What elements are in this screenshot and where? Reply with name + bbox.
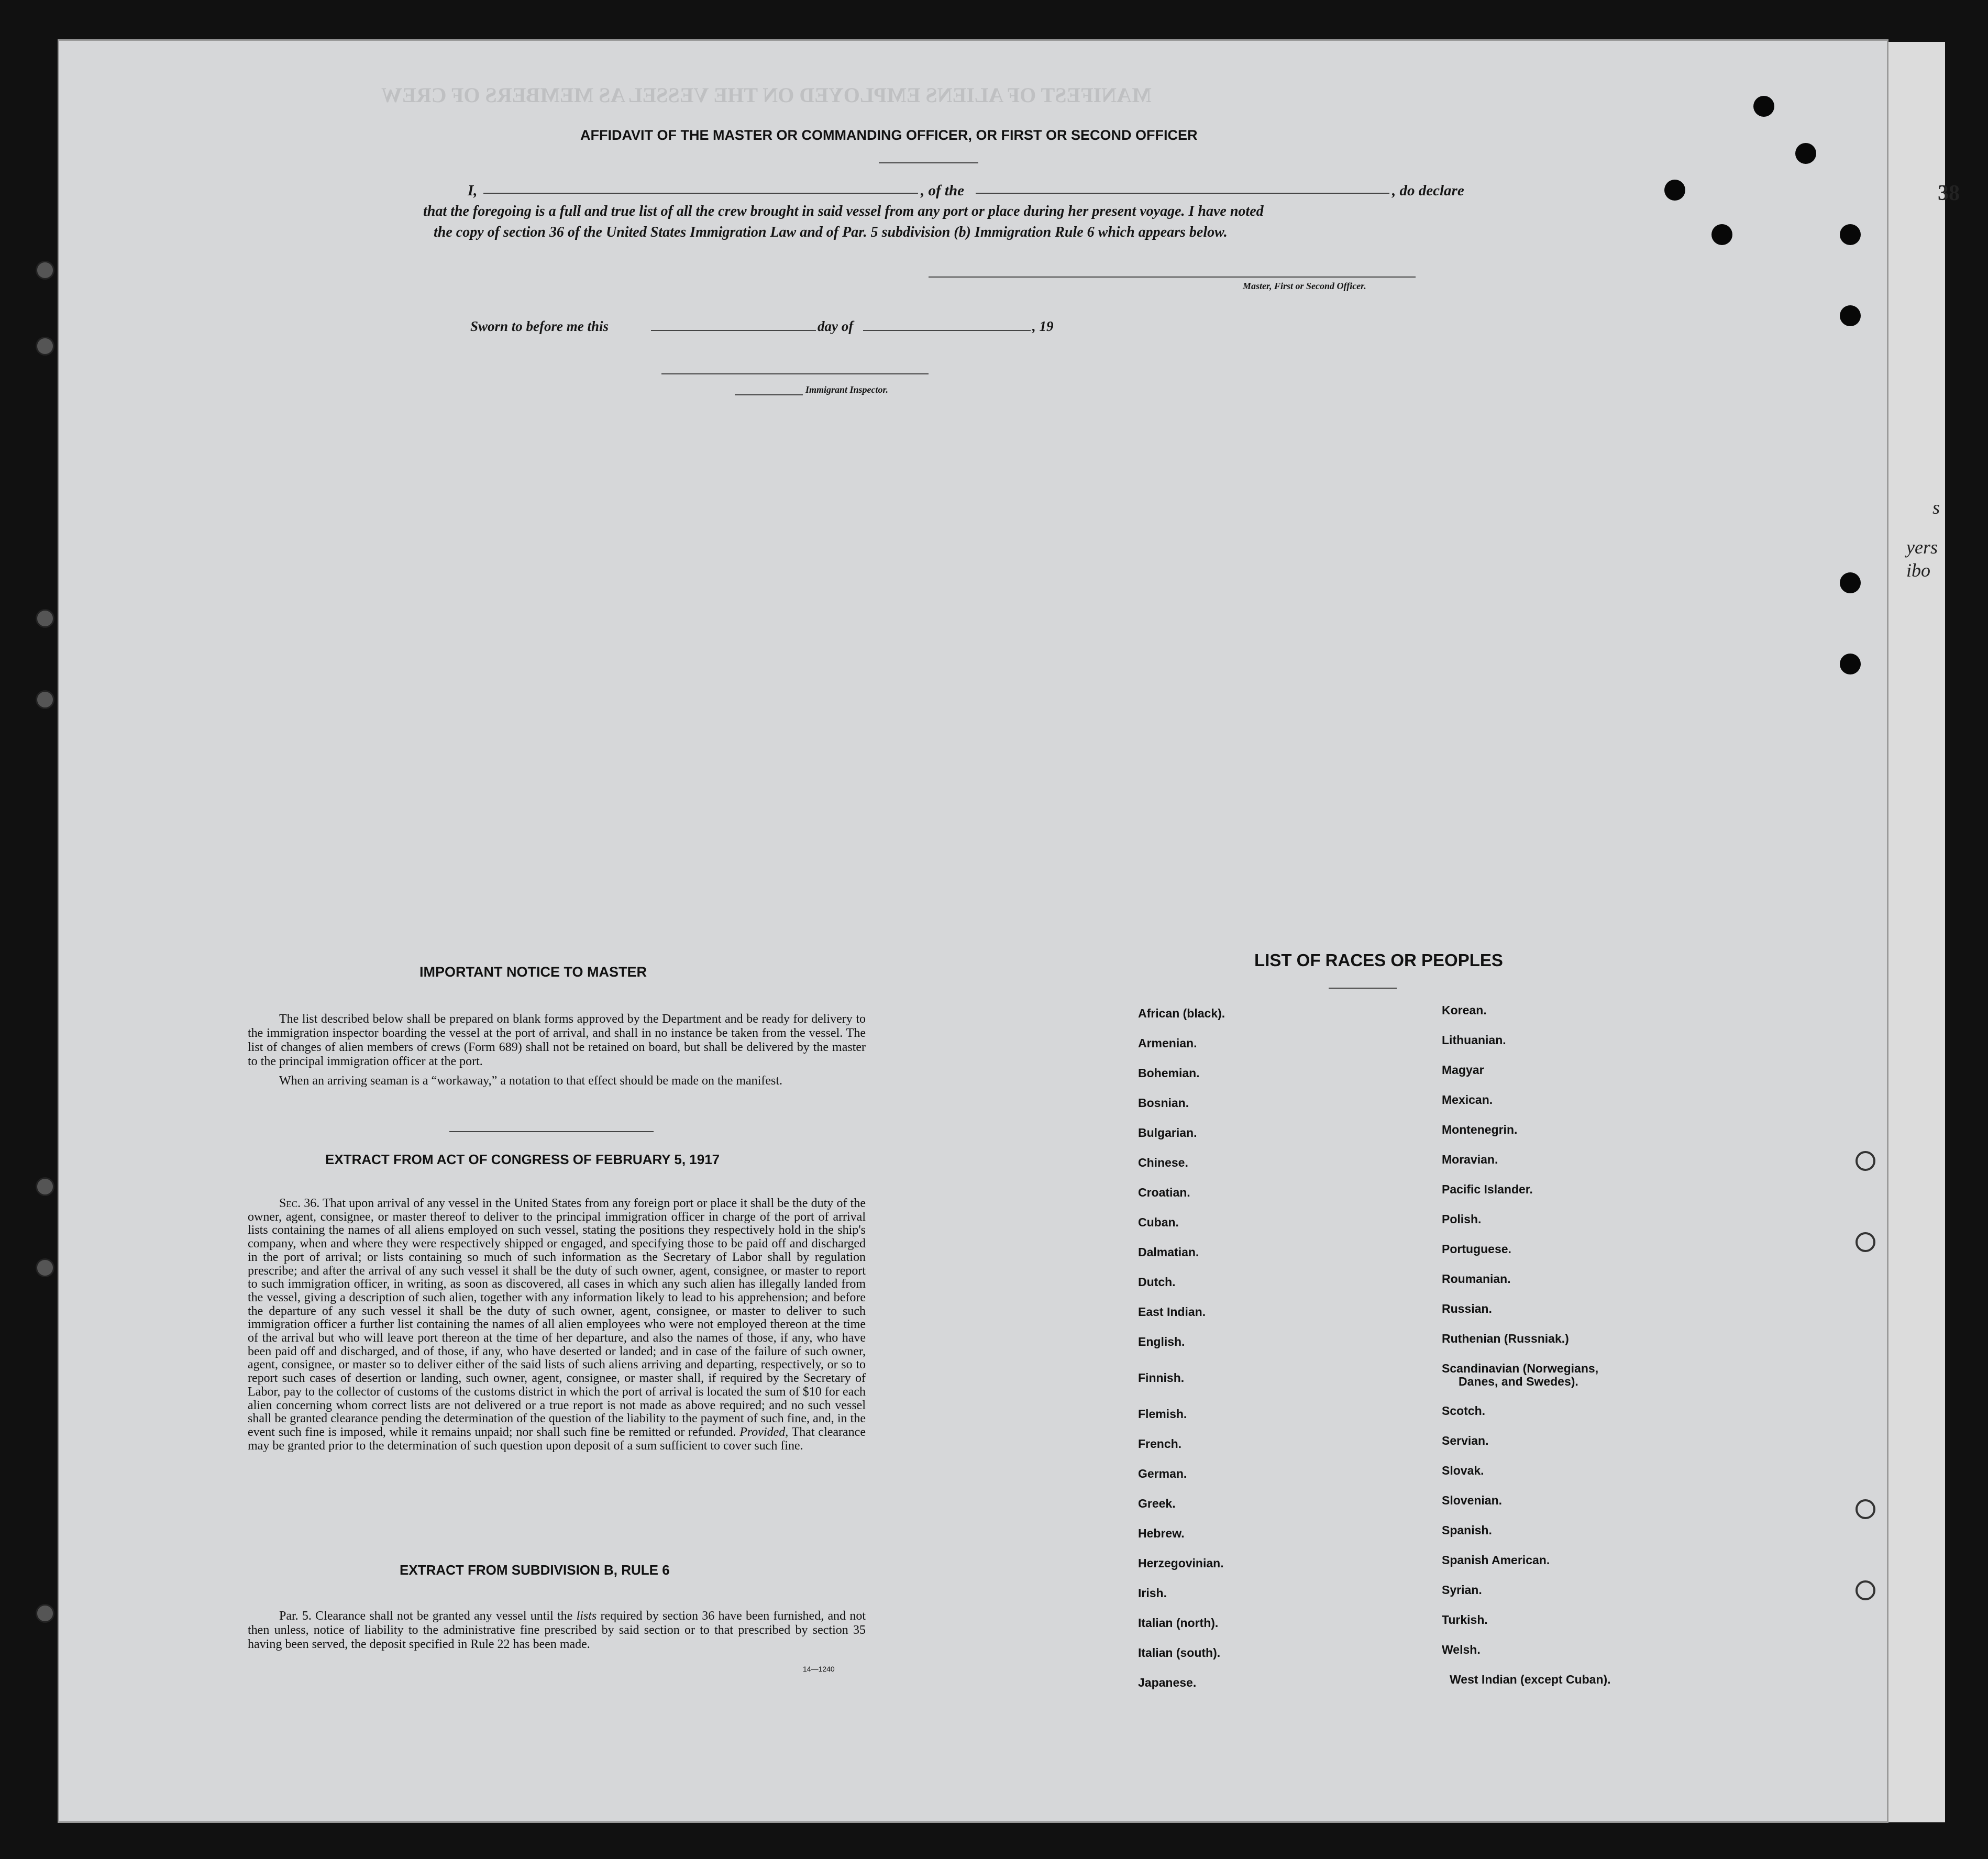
title-rule: [879, 162, 978, 163]
race-item: Chinese.: [1138, 1156, 1188, 1169]
race-item: Cuban.: [1138, 1215, 1179, 1229]
race-item: West Indian (except Cuban).: [1450, 1673, 1611, 1686]
punch-hole: [1840, 654, 1861, 674]
binding-hole: [36, 690, 54, 709]
affidavit-line-3: the copy of section 36 of the United States Immigration Law and of Par. 5 subdivision (b) Immigration Rule 6 which appears below.: [434, 224, 1228, 240]
race-item: Syrian.: [1442, 1583, 1482, 1597]
under-number-38: 38: [1938, 181, 1960, 205]
race-item: Bohemian.: [1138, 1066, 1200, 1080]
sworn-month-line: [863, 330, 1031, 331]
race-item: Moravian.: [1442, 1153, 1498, 1166]
sworn-label: Sworn to before me this: [470, 318, 609, 334]
race-item: Polish.: [1442, 1212, 1482, 1226]
master-label: Master, First or Second Officer.: [1243, 281, 1366, 291]
punch-hole: [1856, 1151, 1875, 1171]
race-item: Flemish.: [1138, 1407, 1187, 1421]
race-item: Welsh.: [1442, 1643, 1481, 1656]
binding-hole: [36, 337, 54, 356]
affidavit-title: AFFIDAVIT OF THE MASTER OR COMMANDING OFFICER, OR FIRST OR SECOND OFFICER: [580, 127, 1198, 143]
signature-line: [929, 276, 1416, 278]
race-item: Irish.: [1138, 1586, 1167, 1600]
race-item: Dalmatian.: [1138, 1245, 1199, 1259]
race-item: Spanish American.: [1442, 1553, 1550, 1567]
binding-hole: [36, 261, 54, 280]
race-item: Spanish.: [1442, 1523, 1492, 1537]
punch-hole: [1856, 1499, 1875, 1519]
section-rule: [449, 1131, 654, 1132]
lists-word: lists: [576, 1609, 597, 1623]
sec-36-label: Sec. 36.: [279, 1197, 320, 1210]
par-5-text-a: Par. 5. Clearance shall not be granted any vessel until the: [279, 1609, 573, 1623]
year-19-label: , 19: [1032, 318, 1054, 334]
extract-act-body: [248, 1197, 866, 1453]
race-item: Croatian.: [1138, 1186, 1190, 1199]
race-item: Dutch.: [1138, 1275, 1176, 1289]
notice-title: IMPORTANT NOTICE TO MASTER: [419, 964, 647, 980]
inspector-signature-line: [661, 373, 929, 374]
race-item: Danes, and Swedes).: [1459, 1375, 1578, 1388]
binding-hole: [36, 1258, 54, 1277]
race-item: Slovenian.: [1442, 1493, 1503, 1507]
punch-hole: [1840, 572, 1861, 593]
under-hand-note-1: s: [1932, 497, 1940, 518]
sec-36-text: That upon arrival of any vessel in the United States from any foreign port or place it shall be the duty of the owner, agent, consignee, or master thereof to deliver to the principal immigration officer in charge of the port of arrival lists containing the names of all aliens employed on such vessel, stating the positions they respectively hold in the ship's company, when and where they were respectively shipped or engaged, and specifying those to be paid off and discharged in the port of arrival; or lists containing so much of such information as the Secretary of Labor shall by regulation prescribe; and after the arrival of any such vessel it shall be the duty of such owner, agent, consignee, or master to report to such immigration officer, in writing, as soon as discovered, all cases in which any such alien has illegally landed from the vessel, giving a description of such alien, together with any information likely to lead to his apprehension; and before the departure of any such vessel it shall be the duty of such owner, agent, consignee, or master to deliver to such immigration officer a further list containing the names of all alien employees who were not employed thereon at the time of the arrival but who will leave port thereon at the time of her departure, and also the names of those, if any, who have been paid off and discharged, and of those, if any, who have deserted or landed; and in case of the failure of such owner, agent, consignee, or master so to deliver either of the said lists of such aliens arriving and departing, respectively, or so to report such cases of desertion or landing, such owner, agent, consignee, or master shall, if required by the Secretary of Labor, pay to the collector of customs of the customs district in which the port of arrival is located the sum of $10 for each alien concerning whom correct lists are not delivered or a true report is not made as above required; and no such vessel shall be granted clearance pending the determination of the question of the liability to the payment of such fine, and, in the event such fine is imposed, while it remains unpaid; nor shall such fine be remitted or refunded.: [248, 1197, 866, 1439]
provided-word: Provided,: [739, 1425, 789, 1439]
race-item: Scotch.: [1442, 1404, 1486, 1418]
punch-hole: [1840, 305, 1861, 326]
race-item: Finnish.: [1138, 1371, 1185, 1385]
punch-hole: [1795, 143, 1816, 164]
binding-hole: [36, 1604, 54, 1623]
race-item: Lithuanian.: [1442, 1033, 1506, 1047]
race-item: Roumanian.: [1442, 1272, 1511, 1286]
punch-hole: [1664, 180, 1685, 201]
extract-rule-body: [248, 1609, 866, 1652]
par-5-text-b: required by section 36 have been furnished, and not then unless, notice of liability to the administrative fine prescribed by said section or to that prescribed by section 35 having been served, the deposit specified in Rule 22 has been made.: [248, 1609, 866, 1651]
notice-paragraph-2: When an arriving seaman is a “workaway,” a notation to that effect should be made on the manifest.: [279, 1074, 782, 1088]
extract-rule-title: EXTRACT FROM SUBDIVISION B, RULE 6: [400, 1562, 670, 1578]
inspector-short-line: [735, 394, 803, 395]
vessel-blank-line: [976, 193, 1389, 194]
punch-hole: [1711, 224, 1732, 245]
affidavit-do-declare: , do declare: [1392, 182, 1464, 199]
race-item: Scandinavian (Norwegians,: [1442, 1362, 1599, 1375]
race-item: Ruthenian (Russniak.): [1442, 1332, 1569, 1345]
binding-hole: [36, 609, 54, 628]
punch-hole: [1856, 1232, 1875, 1252]
punch-hole: [1753, 96, 1774, 117]
punch-hole: [1840, 224, 1861, 245]
races-title: LIST OF RACES OR PEOPLES: [1254, 950, 1503, 970]
race-item: African (black).: [1138, 1006, 1225, 1020]
race-item: English.: [1138, 1335, 1185, 1348]
race-item: Hebrew.: [1138, 1526, 1185, 1540]
race-item: French.: [1138, 1437, 1182, 1451]
inspector-label: Immigrant Inspector.: [805, 384, 889, 395]
under-hand-note-3: ibo: [1906, 560, 1931, 581]
notice-paragraph-1: The list described below shall be prepared on blank forms approved by the Department and be ready for delivery to the immigration inspector boarding the vessel at the port of arrival, and shall in no instance be taken from the vessel. The list of changes of alien members of crews (Form 689) shall not be retained on board, but shall be delivered by the master to the principal immigration officer at the port.: [248, 1012, 866, 1068]
race-item: Armenian.: [1138, 1036, 1197, 1050]
affidavit-i: I,: [468, 182, 478, 199]
races-title-rule: [1329, 988, 1397, 989]
race-item: East Indian.: [1138, 1305, 1206, 1319]
race-item: Montenegrin.: [1442, 1123, 1518, 1136]
binding-hole: [36, 1177, 54, 1196]
race-item: Bulgarian.: [1138, 1126, 1197, 1139]
sec-36-text-end: That clearance may be granted prior to the determination of such question upon deposit of a sum sufficient to cover such fine.: [248, 1425, 866, 1453]
notice-body: [248, 1012, 866, 1088]
sworn-day-line: [651, 330, 816, 331]
race-item: Pacific Islander.: [1442, 1182, 1533, 1196]
race-item: German.: [1138, 1467, 1187, 1480]
name-blank-line: [483, 193, 918, 194]
race-item: Magyar: [1442, 1063, 1484, 1077]
race-item: Bosnian.: [1138, 1096, 1189, 1110]
race-item: Korean.: [1442, 1003, 1487, 1017]
race-item: Italian (south).: [1138, 1646, 1221, 1659]
race-item: Italian (north).: [1138, 1616, 1219, 1630]
race-item: Mexican.: [1442, 1093, 1493, 1106]
race-item: Portuguese.: [1442, 1242, 1511, 1256]
day-of-label: day of: [818, 318, 854, 334]
affidavit-of-the: , of the: [921, 182, 964, 199]
affidavit-line-2: that the foregoing is a full and true list of all the crew brought in said vessel from any port or place during her present voyage. I have noted: [423, 203, 1264, 219]
race-item: Russian.: [1442, 1302, 1492, 1315]
bleed-through-text: MANIFEST OF ALIENS EMPLOYED ON THE VESSEL AS MEMBERS OF CREW: [381, 83, 1152, 107]
punch-hole: [1856, 1580, 1875, 1600]
race-item: Herzegovinian.: [1138, 1556, 1224, 1570]
extract-act-title: EXTRACT FROM ACT OF CONGRESS OF FEBRUARY 5, 1917: [325, 1152, 720, 1167]
document-sheet: [58, 39, 1888, 1823]
race-item: Japanese.: [1138, 1676, 1197, 1689]
form-number: 14—1240: [803, 1665, 835, 1673]
race-item: Servian.: [1442, 1434, 1489, 1447]
race-item: Greek.: [1138, 1497, 1176, 1510]
race-item: Turkish.: [1442, 1613, 1488, 1626]
race-item: Slovak.: [1442, 1464, 1484, 1477]
under-hand-note-2: yers: [1906, 537, 1938, 558]
